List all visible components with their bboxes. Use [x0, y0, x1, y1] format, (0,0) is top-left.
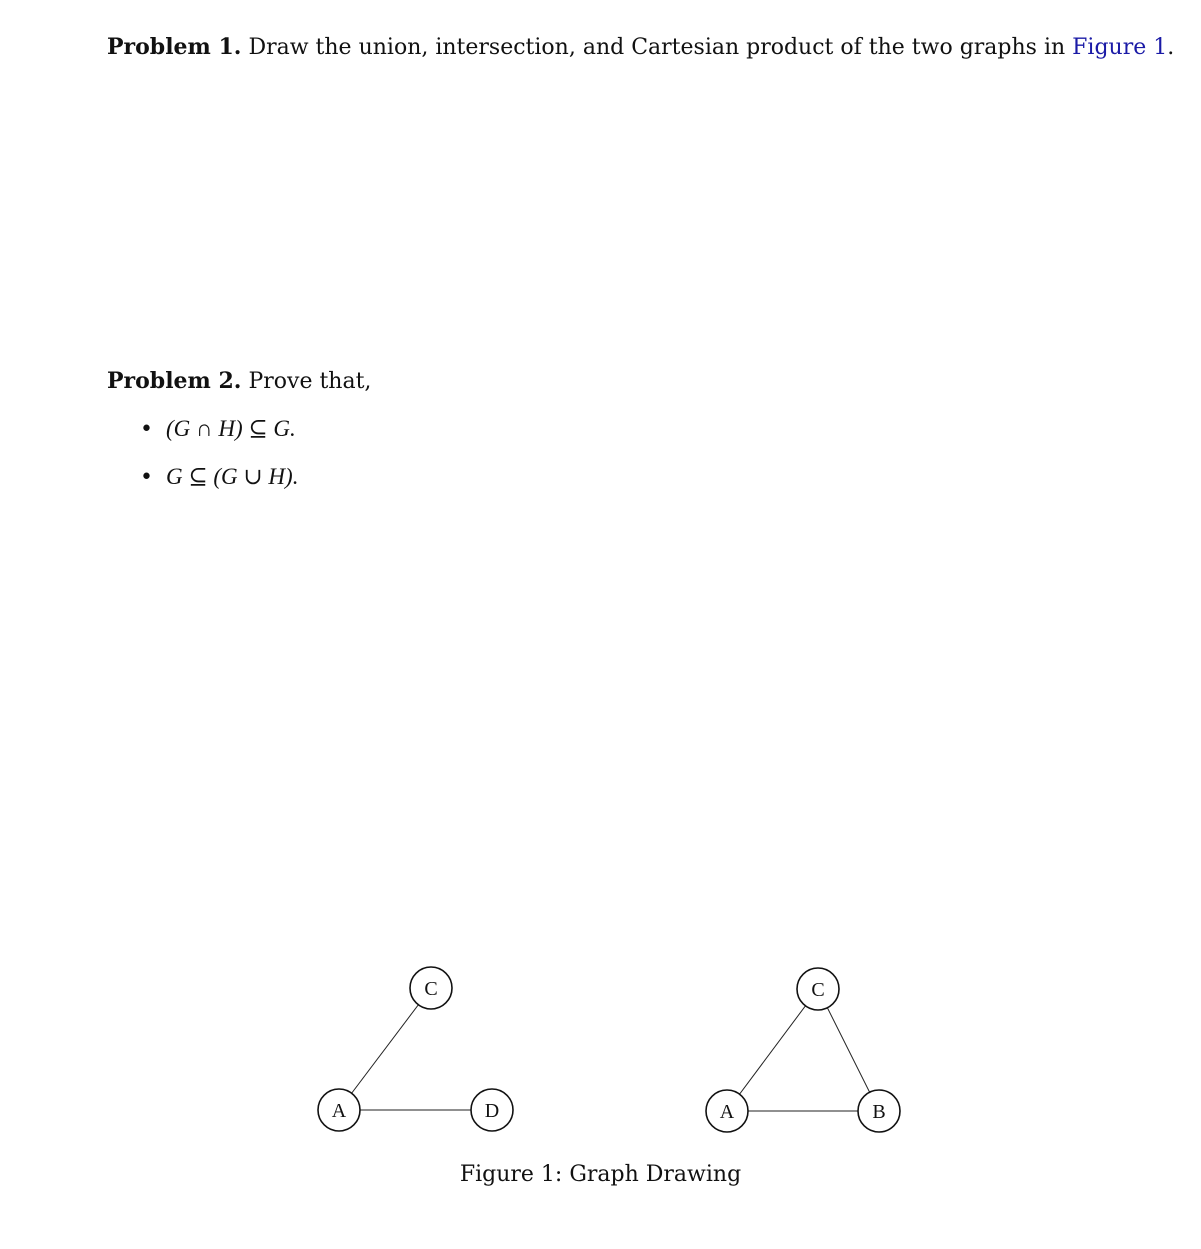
bullet-icon: • — [140, 417, 153, 442]
problem-1-label: Problem 1. — [107, 34, 242, 60]
problem-2-label: Problem 2. — [107, 368, 242, 394]
node-right-b — [858, 1090, 900, 1132]
node-right-c — [797, 968, 839, 1010]
node-label: D — [484, 1100, 500, 1122]
figure-1-link[interactable]: Figure 1 — [1072, 35, 1168, 60]
node-left-c — [410, 967, 452, 1009]
edge-left-a-c — [339, 988, 431, 1110]
problem-2-text: Prove that, — [248, 369, 372, 394]
edge-right-a-c — [727, 989, 818, 1111]
node-label: A — [719, 1101, 735, 1123]
bullet-math: (G ∩ H) ⊆ G. — [166, 416, 296, 441]
problem-1-period: . — [1167, 35, 1175, 60]
bullet-icon: • — [140, 465, 153, 490]
node-label: A — [331, 1100, 347, 1122]
bullet-item — [140, 414, 298, 462]
node-right-a — [706, 1090, 748, 1132]
problem-1 — [107, 32, 1174, 63]
bullet-math: G ⊆ (G ∪ H). — [166, 464, 299, 489]
figure-caption — [0, 1160, 1201, 1190]
figure-1-graphs — [0, 950, 1201, 1150]
bullet-item — [140, 462, 298, 510]
node-label: B — [872, 1101, 886, 1123]
node-left-a — [318, 1089, 360, 1131]
caption-label: Figure 1: — [459, 1162, 563, 1187]
problem-2-bullet-list — [140, 414, 298, 510]
caption-text: Graph Drawing — [569, 1162, 742, 1187]
node-label: C — [424, 978, 438, 1000]
problem-1-text: Draw the union, intersection, and Cartesian product of the two graphs in — [248, 35, 1066, 60]
problem-2 — [107, 366, 371, 397]
node-left-d — [471, 1089, 513, 1131]
node-label: C — [811, 979, 825, 1001]
